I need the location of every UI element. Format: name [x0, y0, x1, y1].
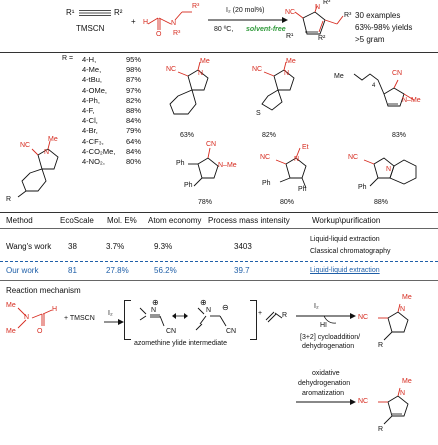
substituent-yield: 79%: [126, 126, 142, 136]
core-me: Me: [48, 136, 58, 143]
prod2-nc: NC: [358, 398, 369, 405]
alkyne-r1: R¹: [66, 8, 75, 17]
dmf-me1: Me: [6, 302, 16, 309]
dmf-me2: Me: [6, 328, 16, 335]
row-mol-e: 27.8%: [106, 266, 129, 275]
example5-et: Et: [302, 144, 309, 151]
example6-n: N: [386, 166, 392, 173]
solvent-free-label: solvent-free: [246, 26, 286, 33]
row-pmi: 39.7: [234, 266, 250, 275]
example2-s: S: [256, 110, 261, 117]
substituent-label: 4-CF₃,: [82, 136, 104, 146]
list-item: [82, 65, 162, 74]
tmscn-label: TMSCN: [76, 24, 105, 33]
substituent-yield: 97%: [126, 85, 142, 95]
row-workup-1: Liquid-liquid extraction: [310, 236, 380, 243]
substituent-label: 4-tBu,: [82, 75, 103, 85]
formamide-n: N: [171, 20, 177, 27]
plus-sign: +: [131, 17, 136, 26]
result-yields: 63%-98% yields: [355, 23, 413, 32]
header-method: Method: [6, 216, 33, 225]
substituent-yield: 82%: [126, 95, 142, 105]
step1-desc-1: [3+2] cycloaddition/: [300, 334, 361, 341]
plus-tmscn: + TMSCN: [64, 315, 95, 322]
list-item: [82, 137, 162, 146]
formamide-structure: [140, 2, 200, 44]
substituent-yield: 95%: [126, 55, 142, 64]
table-bottom-rule: [0, 280, 438, 281]
prod2-r: R: [378, 426, 384, 433]
example2-yield: 82%: [262, 132, 277, 139]
row-workup-1: Liquid-liquid extraction: [310, 267, 380, 274]
core-r: R: [6, 196, 12, 203]
header-atom-economy: Atom economy: [148, 216, 202, 225]
substituent-label: 4-H,: [82, 55, 97, 64]
product-r1: R¹: [286, 33, 294, 40]
example6-nc: NC: [348, 154, 359, 161]
example3-yield: 83%: [392, 132, 407, 139]
prod1-r: R: [378, 342, 384, 349]
list-item: [82, 157, 162, 166]
ylide-cn2: CN: [226, 328, 237, 335]
dmf-n: N: [24, 314, 30, 321]
formamide-o: O: [156, 31, 162, 38]
header-ecoscale: EcoScale: [60, 216, 94, 225]
substituent-yield: 84%: [126, 116, 142, 126]
substituent-yield: 98%: [126, 65, 142, 75]
formamide-r3a: R³: [173, 30, 181, 37]
example5-nc: NC: [260, 154, 271, 161]
row-method: Wang's work: [6, 242, 52, 251]
product-n: N: [315, 4, 321, 11]
example3-chain-sub: 4: [372, 83, 376, 89]
substituent-label: 4-Ph,: [82, 95, 100, 105]
reaction-arrow: [208, 16, 288, 24]
result-scale: >5 gram: [355, 35, 385, 44]
positive-charge-icon: ⊕: [152, 298, 159, 307]
pyrrole-product-structure: [358, 382, 428, 442]
row-workup-2: Classical chromatography: [310, 248, 391, 255]
row-atom-economy: 56.2%: [154, 266, 177, 275]
ylide-cn1: CN: [166, 328, 177, 335]
example-diphenyl-nme-structure: [168, 142, 258, 204]
list-item: [82, 96, 162, 105]
row-method: Our work: [6, 266, 39, 275]
row-atom-economy: 9.3%: [154, 242, 173, 251]
formamide-h: H: [143, 19, 149, 26]
result-examples: 30 examples: [355, 11, 401, 20]
row-ecoscale: 38: [68, 242, 77, 251]
substituent-yield: 64%: [126, 136, 142, 146]
example4-nme: N–Me: [218, 162, 237, 169]
example-alkyl-chain-structure: [332, 66, 436, 126]
list-item: [82, 106, 162, 115]
prod2-me: Me: [402, 378, 412, 385]
example-diphenyl-net-structure: [256, 142, 346, 204]
substituent-yield: 84%: [126, 146, 142, 156]
substituent-label: 4-Br,: [82, 126, 98, 136]
aryl-pyrrole-core-structure: [4, 135, 74, 205]
step1-hi: HI: [320, 322, 327, 329]
list-item: [82, 75, 162, 84]
catalyst-label: I₂ (20 mol%): [226, 7, 265, 14]
header-workup: Workup\purification: [312, 216, 381, 225]
example5-ph1: Ph: [262, 180, 271, 187]
step2-desc-2: dehydrogenation: [298, 380, 351, 387]
core-nc: NC: [20, 142, 31, 149]
list-item: [82, 126, 162, 135]
substituent-label: 4-Me,: [82, 65, 102, 75]
example4-ph1: Ph: [176, 160, 185, 167]
example1-yield: 63%: [180, 132, 195, 139]
ylide-n-plus: N: [151, 307, 157, 314]
step2-desc-1: oxidative: [312, 370, 340, 377]
example5-ph2: Ph: [298, 186, 307, 193]
row-mol-e: 3.7%: [106, 242, 125, 251]
example1-nc: NC: [166, 66, 177, 73]
example2-me: Me: [286, 58, 296, 65]
list-item: [82, 55, 162, 64]
example1-me: Me: [200, 58, 210, 65]
example6-yield: 88%: [374, 199, 389, 206]
substituent-label: 4-CO₂Me,: [82, 146, 116, 156]
core-n: N: [44, 149, 50, 156]
product-r2: R²: [318, 35, 326, 42]
header-divider: [0, 52, 438, 53]
list-item: [82, 116, 162, 125]
temperature-label: 80 ºC,: [214, 26, 234, 33]
r-equals-label: R =: [62, 55, 74, 62]
example4-ph2: Ph: [184, 182, 193, 189]
dihydropyrrole-structure: [358, 298, 428, 358]
example5-n: N: [294, 156, 300, 163]
substituent-yield: 80%: [126, 157, 142, 166]
prod1-nc: NC: [358, 314, 369, 321]
scope-divider: [0, 212, 438, 213]
step1-i2: I₂: [314, 303, 319, 310]
header-pmi: Process mass intensity: [208, 216, 290, 225]
example1-n: N: [198, 70, 204, 77]
formamide-r3b: R³: [192, 3, 200, 10]
mechanism-i2: I₂: [108, 310, 113, 317]
mechanism-arrow-1: [104, 318, 124, 326]
example3-cn: CN: [392, 70, 403, 77]
alkene-plus: +: [258, 310, 263, 317]
prod2-n: N: [400, 390, 406, 397]
list-item: [82, 147, 162, 156]
example3-nme: N–Me: [402, 97, 421, 104]
step1-desc-2: dehydrogenation: [302, 343, 355, 350]
example5-yield: 80%: [280, 199, 295, 206]
alkyne-r2: R²: [114, 8, 123, 17]
header-mol-e: Mol. E%: [107, 216, 137, 225]
negative-charge-icon: ⊖: [222, 303, 229, 312]
alkene-r: R: [282, 312, 288, 319]
prod1-me: Me: [402, 294, 412, 301]
positive-charge-icon-2: ⊕: [200, 298, 207, 307]
step2-arrow: [296, 398, 356, 406]
substituent-label: 4-F,: [82, 106, 95, 115]
product-r3a: R³: [323, 0, 331, 6]
substituent-label: 4-OMe,: [82, 85, 108, 95]
product-nc: NC: [285, 9, 296, 16]
table-header-rule: [0, 228, 438, 229]
example6-ph: Ph: [358, 184, 367, 191]
ylide-n2: N: [206, 307, 212, 314]
dmf-o: O: [37, 328, 43, 335]
example2-nc: NC: [252, 66, 263, 73]
dmf-h: H: [52, 306, 58, 313]
substituent-yield: 87%: [126, 75, 142, 85]
mechanism-title: Reaction mechanism: [6, 286, 81, 295]
triple-bond: [78, 9, 112, 17]
row-ecoscale: 81: [68, 266, 77, 275]
product-r3b: R³: [344, 12, 352, 19]
list-item: [82, 86, 162, 95]
row-pmi: 3403: [234, 242, 252, 251]
example3-me-chain: Me: [334, 73, 344, 80]
table-row-separator: [0, 261, 438, 262]
substituent-label: 4-Cl,: [82, 116, 98, 126]
example2-n: N: [284, 70, 290, 77]
prod1-n: N: [400, 306, 406, 313]
substituent-label: 4-NO₂,: [82, 157, 105, 166]
example4-cn: CN: [206, 141, 217, 148]
bracket-right: [250, 300, 257, 340]
example4-yield: 78%: [198, 199, 213, 206]
step2-desc-3: aromatization: [302, 390, 345, 397]
ylide-label: azomethine ylide intermediate: [134, 340, 227, 347]
substituent-yield: 88%: [126, 106, 142, 115]
